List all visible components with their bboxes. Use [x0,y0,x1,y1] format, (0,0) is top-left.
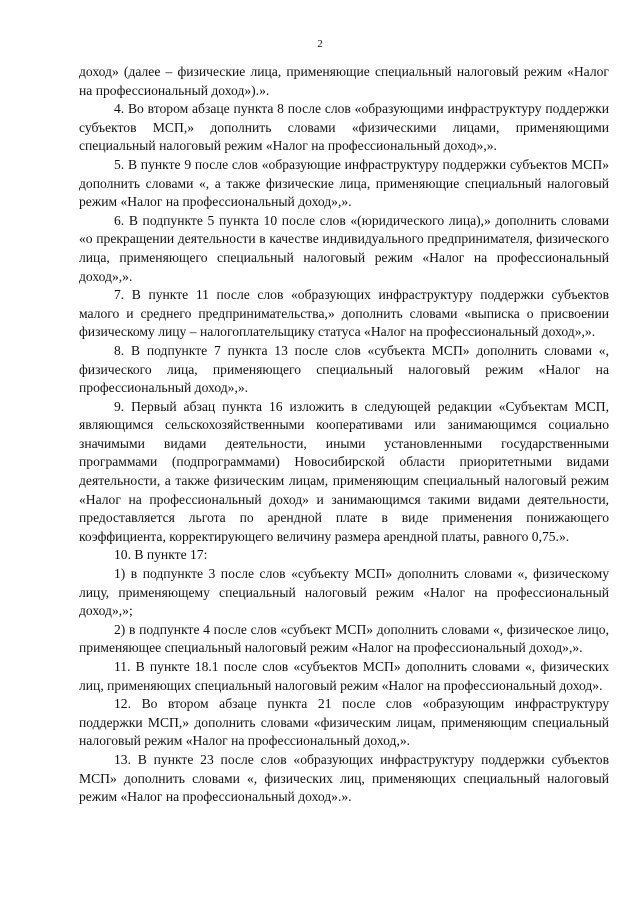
paragraph-item-5: 5. В пункте 9 после слов «образующие инфраструктуру поддержки субъектов МСП» дополнить словами «, а также физические лица, применяющие специальный налоговый режим «Налог на профессиональный доход»,». [79,156,609,210]
paragraph-continuation: доход» (далее – физические лица, применяющие специальный налоговый режим «Налог на профессиональный доход»).». [79,64,609,98]
paragraph-item-7: 7. В пункте 11 после слов «образующих инфраструктуру поддержки субъектов малого и среднего предпринимательства,» дополнить словами «выписка о присвоении физическому лицу – налогоплательщику статуса «Налог на профессиональный доход»,». [79,287,609,340]
document-body [79,63,609,807]
paragraph-item-10: 10. В пункте 17: [114,547,208,563]
paragraph-item-4: 4. Во втором абзаце пункта 8 после слов «образующими инфраструктуру поддержки субъектов МСП,» дополнить словами «физическими лицами, применяющими специальный налоговый режим «Налог на профессиональный доход»,». [79,101,609,154]
paragraph-subitem-10-1: 1) в подпункте 3 после слов «субъекту МСП» дополнить словами «, физическому лицу, применяющему специальный налоговый режим «Налог на профессиональный доход»,»; [79,566,609,619]
paragraph-subitem-10-2: 2) в подпункте 4 после слов «субъект МСП» дополнить словами «, физическое лицо, применяющее специальный налоговый режим «Налог на профессиональный доход»,». [79,621,609,656]
paragraph-item-8: 8. В подпункте 7 пункта 13 после слов «субъекта МСП» дополнить словами «, физического лица, применяющего специальный налоговый режим «Налог на профессиональный доход»,». [79,342,609,396]
paragraph-item-11: 11. В пункте 18.1 после слов «субъектов МСП» дополнить словами «, физических лиц, применяющих специальный налоговый режим «Налог на профессиональный доход». [79,659,609,693]
paragraph-item-9: 9. Первый абзац пункта 16 изложить в следующей редакции «Субъектам МСП, являющимся сельскохозяйственными кооперативами или занимающимся социально значимыми видами деятельности, иными установленными государственными программами (подпрограммами) Новосибирской области приоритетными видами деятельности, а также физическим лицам, применяющим специальный налоговый режим «Налог на профессиональный доход» и занимающимся такими видами деятельности, предоставляется льгота по арендной плате в виде применения понижающего коэффициента, корректирующего величину размера арендной платы, равного 0,75.». [79,398,609,544]
paragraph-item-6: 6. В подпункте 5 пункта 10 после слов «(юридического лица),» дополнить словами «о прекращении деятельности в качестве индивидуального предпринимателя, физического лица, применяющего специальный налоговый режим «Налог на профессиональный доход»,». [79,212,609,284]
paragraph-item-12: 12. Во втором абзаце пункта 21 после слов «образующим инфраструктуру поддержки МСП,» дополнить словами «физическим лицам, применяющим специальный налоговый режим «Налог на профессиональный доход,». [79,696,609,749]
paragraph-item-13: 13. В пункте 23 после слов «образующих инфраструктуру поддержки субъектов МСП» дополнить словами «, физических лиц, применяющих специальный налоговый режим «Налог на профессиональный доход».». [79,751,609,805]
page-number: 2 [317,38,323,50]
